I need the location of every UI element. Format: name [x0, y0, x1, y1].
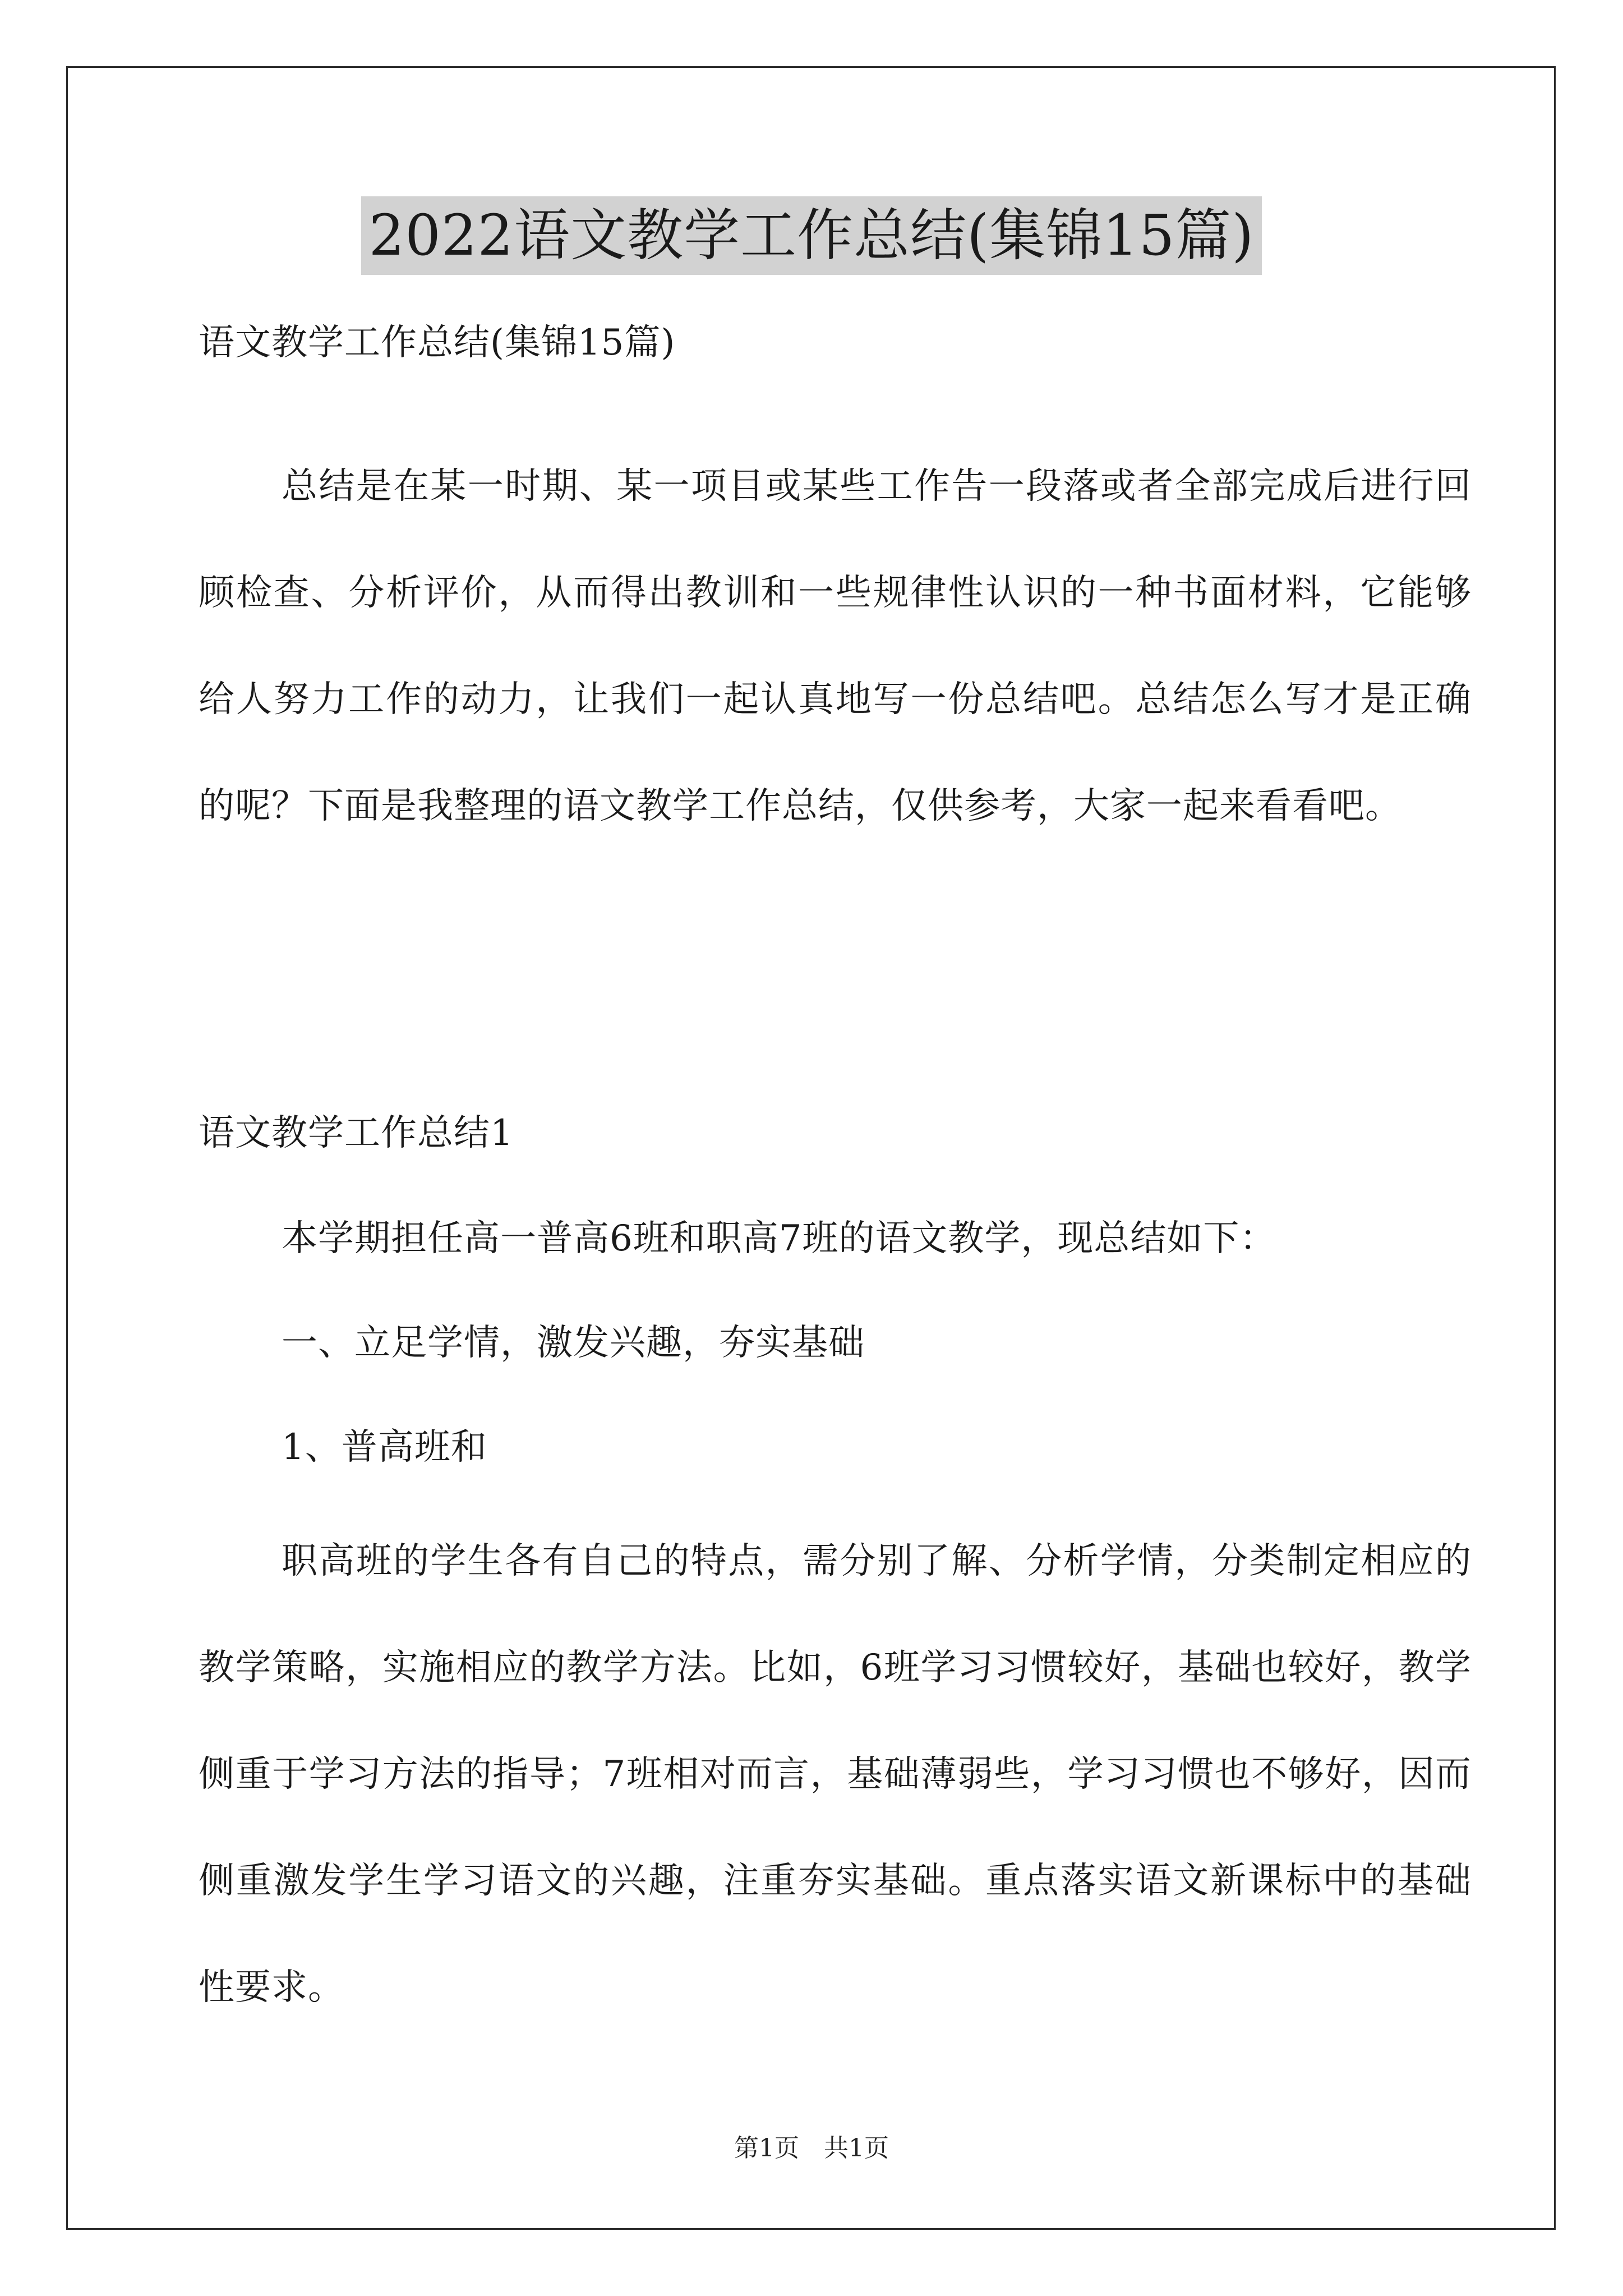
paragraph-2: 一、立足学情，激发兴趣，夯实基础: [282, 1322, 865, 1364]
paragraph-3: 1、普高班和: [282, 1427, 487, 1468]
document-title: 2022语文教学工作总结(集锦15篇): [361, 196, 1262, 275]
section-heading: 语文教学工作总结1: [199, 1112, 514, 1154]
paragraph-1: 本学期担任高一普高6班和职高7班的语文教学，现总结如下：: [282, 1218, 1276, 1259]
document-subtitle: 语文教学工作总结(集锦15篇): [199, 322, 676, 364]
paragraph-4: 职高班的学生各有自己的特点，需分别了解、分析学情，分类制定相应的教学策略，实施相应的教学方法。比如，6班学习习惯较好，基础也较好，教学侧重于学习方法的指导；7班相对而言，基础薄弱些，学习习惯也不够好，因而侧重激发学生学习语文的兴趣，注重夯实基础。重点落实语文新课标中的基础性要求。: [199, 1540, 1472, 2008]
page-footer: 第1页 共1页: [734, 2134, 889, 2162]
intro-paragraph: 总结是在某一时期、某一项目或某些工作告一段落或者全部完成后进行回顾检查、分析评价，从而得出教训和一些规律性认识的一种书面材料，它能够给人努力工作的动力，让我们一起认真地写一份总结吧。总结怎么写才是正确的呢？下面是我整理的语文教学工作总结，仅供参考，大家一起来看看吧。: [199, 466, 1472, 827]
title-container: [0, 196, 1623, 275]
